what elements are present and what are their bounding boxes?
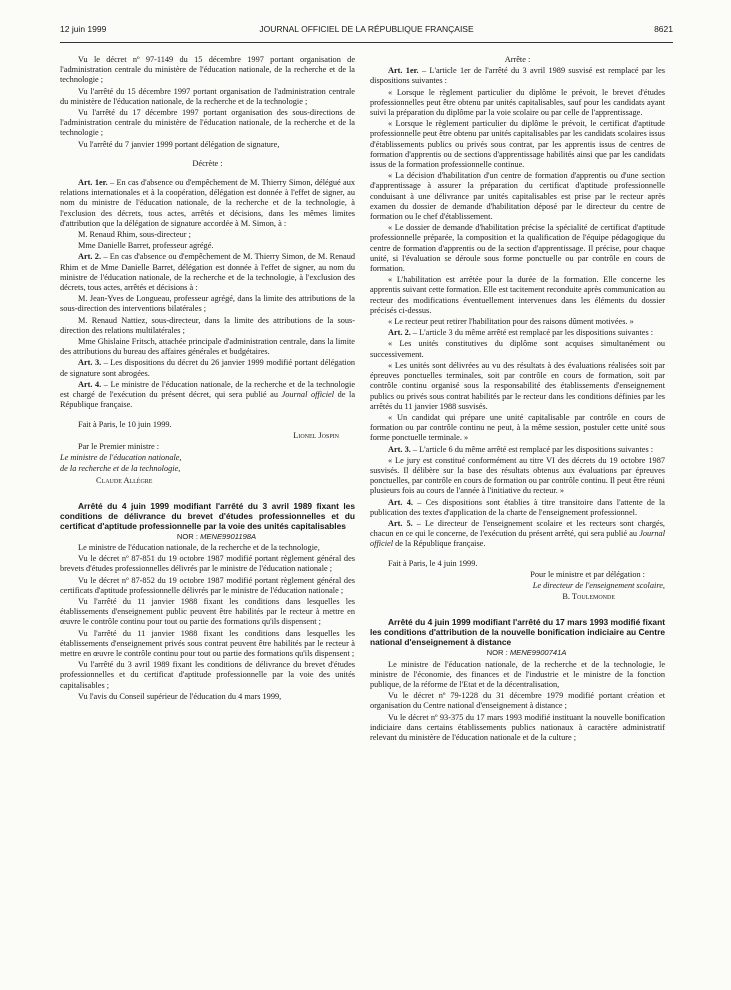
quoted-paragraph: « Le recteur peut retirer l'habilitation pour des raisons dûment motivées. » <box>388 317 634 327</box>
signature-name: Lionel Jospin <box>293 430 339 440</box>
article-2 <box>60 252 355 293</box>
article-1 <box>60 178 355 229</box>
right-column <box>370 55 665 744</box>
visa-paragraph: Vu le décret nº 97-1149 du 15 décembre 1997 portant organisation de l'administration centrale du ministère de l'éducation nationale, de la recherche et de la technologie ; <box>60 55 355 85</box>
header-page-number: 8621 <box>654 24 673 34</box>
article-label: Art. 5. <box>388 518 413 528</box>
decrete-heading: Décrète : <box>192 158 223 168</box>
quoted-paragraph: « L'habilitation est arrêtée pour la durée de la formation. Elle concerne les apprentis suivant cette formation. Elle est tacitement reconduite après communication au recteur des modifications éventuellement intervenues dans les éléments du dossier précisés ci-dessus. <box>370 275 665 315</box>
quoted-paragraph: « Un candidat qui prépare une unité capitalisable par contrôle en cours de formation ou par contrôle continu ne peut, à la même session, postuler cette unité sous forme ponctuelle terminale. » <box>370 412 665 443</box>
minister-signature: Claude Allègre <box>96 475 153 485</box>
arrete-title: Arrêté du 4 juin 1999 modifiant l'arrêté du 3 avril 1989 fixant les conditions de délivrance du brevet d'études professionnelles et du certificat d'aptitude professionnelle par la voie des unités capitalisables <box>60 500 355 531</box>
article-text: – En cas d'absence ou d'empêchement de M. Thierry Simon, de M. Renaud Rhim et de Mme Danielle Barret, délégation est donnée à l'effet de signer, au nom du ministre de l'éducation nationale, de la recherche et de la technologie, à l'exclusion des décrets, tous actes, arrêtés et décisions à : <box>60 252 356 293</box>
article-label: Art. 1er. <box>78 178 108 188</box>
delegation-line: Pour le ministre et par délégation : <box>530 569 645 579</box>
delegate-item: Mme Danielle Barret, professeur agrégé. <box>78 241 214 251</box>
director-signature: B. Toulemonde <box>562 592 615 602</box>
article-2: Art. 2. – L'article 3 du même arrêté est remplacé par les dispositions suivantes : <box>388 328 654 338</box>
article-3: Art. 3. – L'article 6 du même arrêté est remplacé par les dispositions suivantes : <box>388 444 654 454</box>
visa-paragraph: Vu le décret nº 79-1228 du 31 décembre 1979 modifié portant création et organisation du Centre national d'enseignement à distance ; <box>370 691 665 711</box>
quoted-paragraph: « Les unités constitutives du diplôme sont acquises simultanément ou successivement. <box>370 339 665 359</box>
director-title: Le directeur de l'enseignement scolaire, <box>532 580 665 590</box>
header-rule <box>60 42 673 43</box>
minister-title: de la recherche et de la technologie, <box>60 464 181 474</box>
quoted-paragraph: « Lorsque le règlement particulier du diplôme le prévoit, le certificat d'aptitude professionnelle peut être obtenu par unités capitalisables par les candidats scolaires issus d'établissements publics ou privés sous contrat, par les apprentis issus de centres de formation d'apprentis ou de sections d'apprentissage habilités ainsi que par les candidats issus de la formation professionnelle continue. <box>370 119 665 170</box>
visa-paragraph: Vu le décret nº 87-852 du 19 octobre 1987 modifié portant règlement général des certificats d'aptitude professionnelle délivrés par le ministre de l'éducation nationale ; <box>60 575 355 595</box>
article-3 <box>60 358 355 378</box>
arrete-heading: Arrête : <box>504 55 531 64</box>
preamble-paragraph: Le ministre de l'éducation nationale, de la recherche et de la technologie, le ministre de l'économie, des finances et de l'industrie et le ministre de la fonction publique, de la réforme de l'Etat et de la décentralisation, <box>370 659 665 689</box>
article-4: Art. 4. – Ces dispositions sont établies à titre transitoire dans l'attente de la publication des textes d'application de la charte de l'enseignement professionnel. <box>370 497 665 517</box>
par-le-premier-ministre: Par le Premier ministre : <box>78 441 160 451</box>
quoted-paragraph: « Lorsque le règlement particulier du diplôme le prévoit, le brevet d'études professionnelles peut être obtenu par unités capitalisables, sauf pour les candidats ayant suivi la préparation du diplôme par la voie scolaire ou par celle de l'apprentissage. <box>370 87 665 118</box>
article-label: Art. 4. <box>388 497 413 507</box>
quoted-paragraph: « Le jury est constitué conformément au titre VI des décrets du 19 octobre 1987 susvisés. Il délibère sur la base des résultats obtenus aux évaluations par épreuves ponctuelles, par contrôle en cours de formation ou par contrôle continu. Il peut être réuni plusieurs fois au cours de l'année à l'initiative du recteur. » <box>370 455 665 496</box>
article-label: Art. 3. <box>78 358 102 368</box>
visa-paragraph: Vu l'arrêté du 7 janvier 1999 portant délégation de signature, <box>78 139 280 149</box>
visa-paragraph: Vu le décret nº 93-375 du 17 mars 1993 modifié instituant la nouvelle bonification indiciaire dans certains établissements publics nationaux à caractère administratif relevant du ministère de l'éducation nationale et de la culture ; <box>370 712 665 742</box>
delegate-item: M. Renaud Rhim, sous-directeur ; <box>78 230 191 240</box>
article-4: Art. 4. – Le ministre de l'éducation nationale, de la recherche et de la technologie est chargé de l'exécution du présent décret, qui sera publié au Journal officiel de la République française. <box>60 379 355 410</box>
visa-paragraph: Vu l'arrêté du 11 janvier 1988 fixant les conditions dans lesquelles les établissements d'enseignement privés sous contrat peuvent être habilités par le recteur à mettre en œuvre le contrôle continu pour tout ou partie des formations qu'ils dispensent ; <box>60 628 355 658</box>
quoted-paragraph: « Les unités sont délivrées au vu des résultats à des évaluations réalisées soit par épreuves ponctuelles terminales, soit par contrôle en cours de formation, soit par contrôle continu organisé sous la responsabilité des établissements d'enseignement publics ou privés sous contrat habilités par le recteur dans les conditions définies par les arrêtés du 11 janvier 1988 susvisés. <box>370 360 665 411</box>
article-label: Art. 2. <box>78 252 102 262</box>
nor-reference: NOR : MENE9901198A <box>176 531 257 541</box>
article-1: Art. 1er. – L'article 1er de l'arrêté du 3 avril 1989 susvisé est remplacé par les dispositions suivantes : <box>370 66 665 86</box>
delegate-item: Mme Ghislaine Fritsch, attachée principale d'administration centrale, dans la limite des attributions du bureau des affaires générales et budgétaires. <box>60 337 355 357</box>
visa-paragraph: Vu l'arrêté du 15 décembre 1997 portant organisation de l'administration centrale du ministère de l'éducation nationale, de la recherche et de la technologie ; <box>60 86 355 106</box>
nor-reference: NOR : MENE9900741A <box>486 648 567 658</box>
article-label: Art. 4. <box>78 379 102 389</box>
article-label: Art. 2. <box>388 328 411 338</box>
visa-paragraph: Vu l'arrêté du 3 avril 1989 fixant les conditions de délivrance du brevet d'études professionnelles et du certificat d'aptitude professionnelle par la voie des unités capitalisables ; <box>60 660 355 690</box>
quoted-paragraph: « La décision d'habilitation d'un centre de formation d'apprentis ou d'une section d'apprentissage à assurer la préparation du certificat d'aptitude professionnelle conduisant à une délivrance par unités capitalisables est prise par le recteur après examen du dossier de demande d'habilitation déposé par le directeur du centre de formation ou le chef d'établissement. <box>370 171 665 222</box>
article-5: Art. 5. – Le directeur de l'enseignement scolaire et les recteurs sont chargés, chacun en ce qui le concerne, de l'exécution du présent arrêté, qui sera publié au Journal officiel de la République française. <box>370 518 666 549</box>
left-column <box>60 55 355 703</box>
minister-title: Le ministre de l'éducation nationale, <box>60 453 182 463</box>
delegate-item: M. Jean-Yves de Longueau, professeur agrégé, dans la limite des attributions de la sous-direction des interventions bilatérales ; <box>60 294 355 314</box>
preamble-paragraph: Le ministre de l'éducation nationale, de la recherche et de la technologie, <box>78 542 320 552</box>
signature-place-date: Fait à Paris, le 4 juin 1999. <box>388 558 478 568</box>
article-label: Art. 1er. <box>388 66 419 76</box>
delegate-item: M. Renaud Nattiez, sous-directeur, dans la limite des attributions de la sous-direction des relations multilatérales ; <box>60 315 355 335</box>
quoted-paragraph: « Le dossier de demande d'habilitation précise la spécialité de certificat d'aptitude professionnelle préparée, la composition et la qualification de l'équipe pédagogique du centre de formation d'apprentis ou de la section d'apprentissage. Il précise, pour chaque unité, si l'évaluation se déroule sous forme ponctuelle ou par contrôle en cours de formation. <box>370 223 665 274</box>
visa-paragraph: Vu l'arrêté du 17 décembre 1997 portant organisation des sous-directions de l'administration centrale du ministère de l'éducation nationale, de la recherche et de la technologie ; <box>60 108 355 138</box>
visa-paragraph: Vu le décret nº 87-851 du 19 octobre 1987 modifié portant règlement général des brevets d'études professionnelles délivrés par le ministre de l'éducation nationale ; <box>60 554 355 574</box>
page-header <box>60 24 673 38</box>
header-date: 12 juin 1999 <box>60 24 107 34</box>
article-text: – En cas d'absence ou d'empêchement de M. Thierry Simon, délégué aux relations internationales et à la coopération, délégation est donnée à l'effet de signer, au nom du ministre de l'éducation nationale, de la recherche et de la technologie, à l'exclusion des décrets, tous actes, arrêtés et décisions, dans les mêmes limites d'attribution que la délégation de signature accordée à M. Simon, à : <box>60 178 355 228</box>
signature-place-date: Fait à Paris, le 10 juin 1999. <box>78 419 172 429</box>
visa-paragraph: Vu l'arrêté du 11 janvier 1988 fixant les conditions dans lesquelles les établissements d'enseignement public peuvent être habilités par le recteur à mettre en œuvre le contrôle continu pour tout ou partie des formations qu'ils dispensent ; <box>60 596 355 627</box>
arrete-title: Arrêté du 4 juin 1999 modifiant l'arrêté du 17 mars 1993 modifié fixant les conditions d'attribution de la nouvelle bonification indiciaire au Centre national d'enseignement à distance <box>370 617 665 648</box>
article-label: Art. 3. <box>388 444 411 454</box>
article-text: – Les dispositions du décret du 26 janvier 1999 modifié portant délégation de signature sont abrogées. <box>60 358 355 378</box>
header-journal-title: JOURNAL OFFICIEL DE LA RÉPUBLIQUE FRANÇAISE <box>259 24 474 34</box>
visa-paragraph: Vu l'avis du Conseil supérieur de l'éducation du 4 mars 1999, <box>78 691 282 701</box>
